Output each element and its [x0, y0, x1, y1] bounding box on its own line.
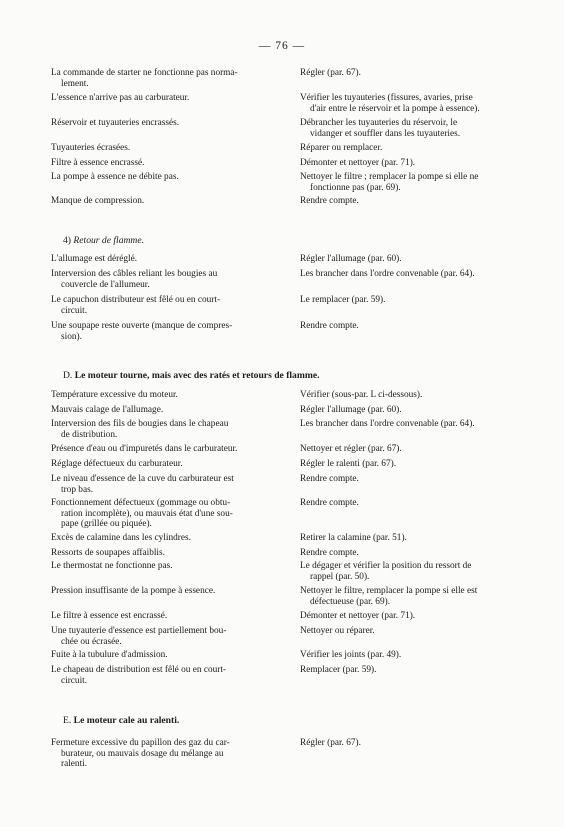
remedy-line: fonctionne pas (par. 69).	[310, 182, 401, 193]
cause-line: L'allumage est déréglé.	[51, 254, 138, 264]
cause-line: Pression insuffisante de la pompe à essence.	[51, 586, 216, 596]
cause-text	[51, 158, 279, 169]
remedy-line: Régler (par. 67).	[300, 68, 361, 78]
remedy-line: Le dégager et vérifier la position du ressort de	[300, 561, 472, 571]
cause-line: Tuyauteries écrasées.	[51, 143, 131, 153]
remedy-text	[300, 143, 531, 154]
cause-line: Fermeture excessive du papillon des gaz du car-	[51, 738, 230, 748]
cause-text	[51, 93, 279, 104]
cause-text	[51, 405, 279, 416]
cause-line: burateur, ou mauvais dosage du mélange au	[61, 748, 224, 759]
remedy-line: d'air entre le réservoir et la pompe à essence).	[310, 103, 480, 114]
remedy-line: Réparer ou remplacer.	[300, 143, 383, 153]
remedy-line: Retirer la calamine (par. 51).	[300, 533, 407, 543]
cause-line: Le chapeau de distribution est fêlé ou en court-	[51, 665, 227, 675]
cause-text	[51, 459, 279, 470]
cause-line: sion).	[61, 331, 82, 342]
cause-line: Le capuchon distributeur est fêlé ou en court-	[51, 295, 221, 305]
cause-text	[51, 498, 279, 530]
remedy-line: vidanger et souffler dans les tuyauteries.	[310, 128, 461, 139]
remedy-text	[300, 474, 531, 485]
section-title: Le moteur tourne, mais avec des ratés et retours de flamme.	[74, 370, 320, 381]
remedy-line: Les brancher dans l'ordre convenable (par. 64).	[300, 419, 475, 429]
cause-text	[51, 118, 279, 129]
cause-line: pape (grillée ou piquée).	[61, 519, 152, 530]
subsection-number: 4)	[63, 235, 71, 246]
cause-text	[51, 196, 279, 207]
cause-line: Ressorts de soupapes affaiblis.	[51, 548, 165, 558]
remedy-line: Vérifier les tuyauteries (fissures, avaries, prise	[300, 93, 473, 103]
cause-line: trop bas.	[61, 484, 94, 495]
remedy-text	[300, 118, 531, 139]
remedy-line: Vérifier les joints (par. 49).	[300, 650, 402, 660]
remedy-line: Régler l'allumage (par. 60).	[300, 405, 402, 415]
remedy-text	[300, 548, 531, 559]
remedy-line: Régler le ralenti (par. 67).	[300, 459, 397, 469]
remedy-line: défectueuse (par. 69).	[310, 596, 391, 607]
remedy-line: Rendre compte.	[300, 548, 359, 558]
cause-line: Une soupape reste ouverte (manque de compres-	[51, 321, 233, 331]
cause-line: ralenti.	[61, 759, 88, 770]
cause-line: ration incomplète), ou mauvais état d'une sou-	[61, 508, 233, 519]
remedy-line: rappel (par. 50).	[310, 571, 370, 582]
remedy-text	[300, 93, 531, 114]
cause-line: Manque de compression.	[51, 196, 145, 206]
cause-text	[51, 586, 279, 597]
remedy-text	[300, 650, 531, 661]
remedy-line: Démonter et nettoyer (par. 71).	[300, 611, 416, 621]
cause-text	[51, 143, 279, 154]
cause-text	[51, 738, 279, 770]
cause-line: Fonctionnement défectueux (gommage ou obtu-	[51, 498, 231, 508]
cause-line: Interversion des câbles reliant les bougies au	[51, 269, 218, 279]
remedy-text	[300, 405, 531, 416]
remedy-text	[300, 68, 531, 79]
cause-text	[51, 474, 279, 495]
cause-text	[51, 254, 279, 265]
cause-line: Le thermostat ne fonctionne pas.	[51, 561, 173, 571]
remedy-text	[300, 459, 531, 470]
remedy-text	[300, 254, 531, 265]
cause-line: couvercle de l'allumeur.	[61, 279, 150, 290]
remedy-line: Débrancher les tuyauteries du réservoir, le	[300, 118, 458, 128]
remedy-line: Rendre compte.	[300, 196, 359, 206]
cause-text	[51, 444, 279, 455]
cause-line: circuit.	[61, 305, 88, 316]
remedy-text	[300, 533, 531, 544]
cause-line: Réglage défectueux du carburateur.	[51, 459, 183, 469]
cause-text	[51, 533, 279, 544]
remedy-text	[300, 295, 531, 306]
cause-line: L'essence n'arrive pas au carburateur.	[51, 93, 190, 103]
subsection-heading-retour-de-flamme	[63, 235, 144, 246]
subsection-title: Retour de flamme.	[73, 235, 145, 246]
cause-text	[51, 548, 279, 559]
page-number: — 76 —	[258, 40, 306, 52]
section-heading-d	[63, 370, 320, 381]
cause-text	[51, 68, 279, 89]
remedy-line: Régler l'allumage (par. 60).	[300, 254, 402, 264]
remedy-line: Les brancher dans l'ordre convenable (par. 64).	[300, 269, 475, 279]
remedy-text	[300, 626, 531, 637]
cause-text	[51, 611, 279, 622]
remedy-line: Nettoyer le filtre ; remplacer la pompe si elle ne	[300, 172, 479, 182]
remedy-line: Remplacer (par. 59).	[300, 665, 377, 675]
remedy-line: Rendre compte.	[300, 498, 359, 508]
section-letter: E.	[63, 715, 72, 726]
cause-text	[51, 626, 279, 647]
cause-line: Le filtre à essence est encrassé.	[51, 611, 168, 621]
remedy-text	[300, 196, 531, 207]
remedy-text	[300, 419, 531, 430]
cause-line: chée ou écrasée.	[61, 636, 122, 647]
cause-text	[51, 321, 279, 342]
remedy-text	[300, 321, 531, 332]
remedy-text	[300, 561, 531, 582]
cause-line: Filtre à essence encrassé.	[51, 158, 145, 168]
cause-text	[51, 295, 279, 316]
remedy-text	[300, 738, 531, 749]
cause-line: de distribution.	[61, 429, 118, 440]
cause-line: Température excessive du moteur.	[51, 390, 178, 400]
cause-line: Fuite à la tubulure d'admission.	[51, 650, 168, 660]
cause-text	[51, 172, 279, 183]
cause-line: Présence d'eau ou d'impuretés dans le carburateur.	[51, 444, 238, 454]
remedy-text	[300, 586, 531, 607]
cause-text	[51, 269, 279, 290]
remedy-text	[300, 665, 531, 676]
remedy-line: Régler (par. 67).	[300, 738, 361, 748]
cause-text	[51, 650, 279, 661]
remedy-text	[300, 158, 531, 169]
remedy-line: Démonter et nettoyer (par. 71).	[300, 158, 416, 168]
cause-line: lement.	[61, 78, 89, 89]
section-letter: D.	[63, 370, 73, 381]
cause-line: Le niveau d'essence de la cuve du carburateur est	[51, 474, 234, 484]
cause-text	[51, 665, 279, 686]
remedy-line: Vérifier (sous-par. L ci-dessous).	[300, 390, 423, 400]
section-heading-e	[63, 715, 179, 726]
remedy-line: Le remplacer (par. 59).	[300, 295, 386, 305]
cause-text	[51, 419, 279, 440]
remedy-line: Rendre compte.	[300, 321, 359, 331]
section-title: Le moteur cale au ralenti.	[73, 715, 180, 726]
cause-text	[51, 561, 279, 572]
cause-line: circuit.	[61, 675, 88, 686]
remedy-text	[300, 172, 531, 193]
remedy-line: Nettoyer et régler (par. 67).	[300, 444, 402, 454]
cause-line: Réservoir et tuyauteries encrassés.	[51, 118, 180, 128]
remedy-line: Rendre compte.	[300, 474, 359, 484]
cause-line: Excès de calamine dans les cylindres.	[51, 533, 191, 543]
remedy-text	[300, 444, 531, 455]
cause-text	[51, 390, 279, 401]
remedy-line: Nettoyer le filtre, remplacer la pompe si elle est	[300, 586, 478, 596]
remedy-text	[300, 498, 531, 509]
remedy-line: Nettoyer ou réparer.	[300, 626, 375, 636]
remedy-text	[300, 390, 531, 401]
cause-line: La pompe à essence ne débite pas.	[51, 172, 179, 182]
cause-line: Mauvais calage de l'allumage.	[51, 405, 164, 415]
cause-line: La commande de starter ne fonctionne pas norma-	[51, 68, 238, 78]
cause-line: Interversion des fils de bougies dans le chapeau	[51, 419, 229, 429]
remedy-text	[300, 269, 531, 280]
cause-line: Une tuyauterie d'essence est partiellement bou-	[51, 626, 227, 636]
remedy-text	[300, 611, 531, 622]
